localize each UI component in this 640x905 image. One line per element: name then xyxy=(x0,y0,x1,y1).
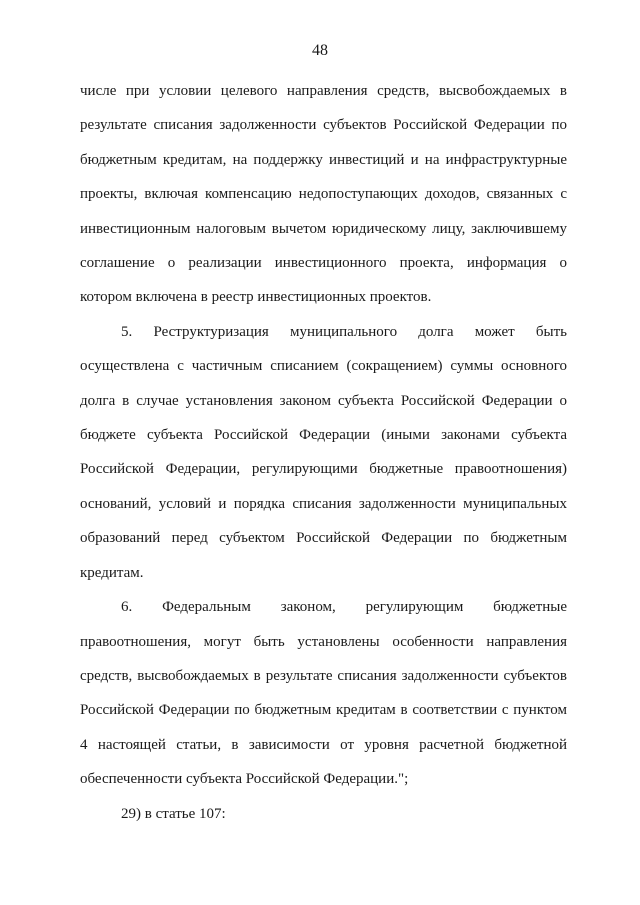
text-line: кредитам. xyxy=(80,564,144,581)
text-line: долга в случае установления законом субъекта Российской Федерации о xyxy=(80,392,567,409)
document-body xyxy=(80,74,567,831)
paragraph-item-5 xyxy=(80,315,567,590)
text-line: бюджетным кредитам, на поддержку инвестиций и на инфраструктурные xyxy=(80,151,567,168)
text-line: 6. Федеральным законом, регулирующим бюджетные xyxy=(121,599,567,616)
page-number: 48 xyxy=(312,42,328,59)
paragraph-continuation xyxy=(80,74,567,315)
paragraph-item-6 xyxy=(80,590,567,796)
text-line: осуществлена с частичным списанием (сокращением) суммы основного xyxy=(80,358,567,375)
text-line: проекты, включая компенсацию недопоступающих доходов, связанных с xyxy=(80,186,567,203)
text-line: Российской Федерации, регулирующими бюджетные правоотношения) xyxy=(80,461,567,478)
text-line: бюджете субъекта Российской Федерации (иными законами субъекта xyxy=(80,427,567,444)
text-line: котором включена в реестр инвестиционных проектов. xyxy=(80,289,432,306)
text-line: 29) в статье 107: xyxy=(121,805,226,822)
text-line: 4 настоящей статьи, в зависимости от уровня расчетной бюджетной xyxy=(80,736,567,753)
text-line: результате списания задолженности субъектов Российской Федерации по xyxy=(80,117,567,134)
text-line: 5. Реструктуризация муниципального долга может быть xyxy=(121,323,567,340)
text-line: обеспеченности субъекта Российской Федерации."; xyxy=(80,771,409,788)
text-line: образований перед субъектом Российской Федерации по бюджетным xyxy=(80,530,567,547)
text-line: соглашение о реализации инвестиционного проекта, информация о xyxy=(80,255,567,272)
text-line: числе при условии целевого направления средств, высвобождаемых в xyxy=(80,83,567,99)
text-line: правоотношения, могут быть установлены особенности направления xyxy=(80,633,567,650)
text-line: оснований, условий и порядка списания задолженности муниципальных xyxy=(80,495,567,512)
text-line: инвестиционным налоговым вычетом юридическому лицу, заключившему xyxy=(80,220,567,237)
paragraph-item-29 xyxy=(80,797,567,831)
text-line: средств, высвобождаемых в результате списания задолженности субъектов xyxy=(80,667,567,684)
text-line: Российской Федерации по бюджетным кредитам в соответствии с пунктом xyxy=(80,702,567,719)
